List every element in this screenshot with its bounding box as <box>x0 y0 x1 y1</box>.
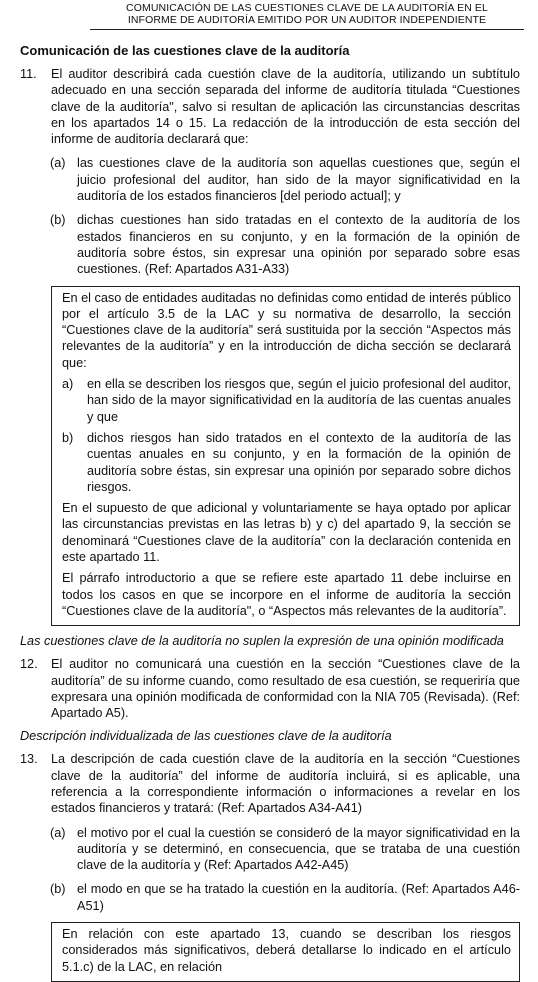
item-label: (a) <box>50 825 66 840</box>
paragraph-12 <box>20 656 520 721</box>
paragraph-text: El auditor no comunicará una cuestión en la sección “Cuestiones clave de la auditoría” de su informe cuando, como resultado de esa cuestión, se requeriría que expresara una opinión modificada de conformidad con la NIA 705 (Revisada). (Ref: Apartado A5). <box>51 657 520 721</box>
box-item-b <box>62 430 511 495</box>
box-intro: En el caso de entidades auditadas no definidas como entidad de interés público por el artículo 3.5 de la LAC y su normativa de desarrollo, la sección “Cuestiones clave de la auditoría” será sustituida por la sección “Aspectos más relevantes de la auditoría” y en la introducción de dicha sección se declarará que: <box>62 290 511 370</box>
header-line-1: COMUNICACIÓN DE LAS CUESTIONES CLAVE DE LA AUDITORÍA EN EL <box>126 2 488 14</box>
paragraph-11 <box>20 66 520 147</box>
paragraph-number: 13. <box>20 752 38 767</box>
page-header <box>90 0 524 30</box>
item-text: en ella se describen los riesgos que, según el juicio profesional del auditor, han sido de la mayor significatividad en la auditoría de las cuentas anuales y que <box>87 377 511 424</box>
box-item-a <box>62 376 511 425</box>
paragraph-text: El auditor describirá cada cuestión clave de la auditoría, utilizando un subtítulo adecuado en una sección separada del informe de auditoría titulada “Cuestiones clave de la auditoría", salvo si resultan de aplicación las circunstancias descritas en los apartados 14 o 15. La redacción de la introducción de esta sección del informe de auditoría declarará que: <box>51 67 520 147</box>
item-label: b) <box>62 430 74 445</box>
item-label: (a) <box>50 156 66 171</box>
item-text: el modo en que se ha tratado la cuestión en la auditoría. (Ref: Apartados A46-A51) <box>77 882 520 913</box>
paragraph-number: 12. <box>20 657 38 672</box>
spanish-adaptation-box <box>51 286 520 627</box>
paragraph-11-item-b <box>50 212 520 277</box>
item-text: dichas cuestiones han sido tratadas en el contexto de la auditoría de los estados financieros en su conjunto, y en la formación de la opinión de auditoría sobre éstos, sin expresar una opinión por separado sobre esas cuestiones. (Ref: Apartados A31-A33) <box>77 213 520 277</box>
item-text: las cuestiones clave de la auditoría son aquellas cuestiones que, según el juicio profesional del auditor, han sido de la mayor significatividad en la auditoría de los estados financieros [del periodo actual]; y <box>77 156 520 204</box>
subheading-descripcion-individualizada: Descripción individualizada de las cuestiones clave de la auditoría <box>20 729 392 744</box>
paragraph-13-item-b <box>50 881 520 914</box>
subheading-opinion-modificada: Las cuestiones clave de la auditoría no suplen la expresión de una opinión modificada <box>20 634 504 649</box>
item-label: (b) <box>50 882 66 897</box>
section-title: Comunicación de las cuestiones clave de la auditoría <box>20 43 350 58</box>
item-text: el motivo por el cual la cuestión se consideró de la mayor significatividad en la auditoría y se determinó, en consecuencia, que se trataba de una cuestión clave de la auditoría y (Ref: Apartados A42-A45) <box>77 825 520 873</box>
spanish-adaptation-box-2 <box>51 922 520 982</box>
paragraph-13 <box>20 751 520 816</box>
paragraph-11-item-a <box>50 155 520 204</box>
item-label: (b) <box>50 213 66 228</box>
box-paragraph-2: En el supuesto de que adicional y voluntariamente se haya optado por aplicar las circunstancias previstas en las letras b) y c) del apartado 9, la sección se denominará “Cuestiones clave de la auditoría” con la declaración contenida en este apartado 11. <box>62 501 511 565</box>
header-line-2: INFORME DE AUDITORÍA EMITIDO POR UN AUDITOR INDEPENDIENTE <box>127 14 487 26</box>
box-paragraph-3: El párrafo introductorio a que se refiere este apartado 11 debe incluirse en todos los casos en que se incorpore en el informe de auditoría la sección “Cuestiones clave de la auditoría", o “Aspectos más relevantes de la auditoría”. <box>62 571 511 618</box>
paragraph-13-item-a <box>50 825 520 874</box>
item-text: dichos riesgos han sido tratados en el contexto de la auditoría de las cuentas anuales en su conjunto, y en la formación de la opinión de auditoría sobre éstas, sin expresar una opinión por separado sobre dichos riesgos. <box>87 430 511 494</box>
paragraph-number: 11. <box>20 67 37 81</box>
paragraph-text: La descripción de cada cuestión clave de la auditoría en la sección “Cuestiones clave de la auditoría” del informe de auditoría incluirá, si es aplicable, una referencia a la correspondiente información o informaciones a revelar en los estados financieros y tratará: (Ref: Apartados A34-A41) <box>51 752 520 816</box>
item-label: a) <box>62 377 74 392</box>
box-text: En relación con este apartado 13, cuando se describan los riesgos considerados más significativos, deberá detallarse lo indicado en el artículo 5.1.c) de la LAC, en relación <box>62 927 511 974</box>
